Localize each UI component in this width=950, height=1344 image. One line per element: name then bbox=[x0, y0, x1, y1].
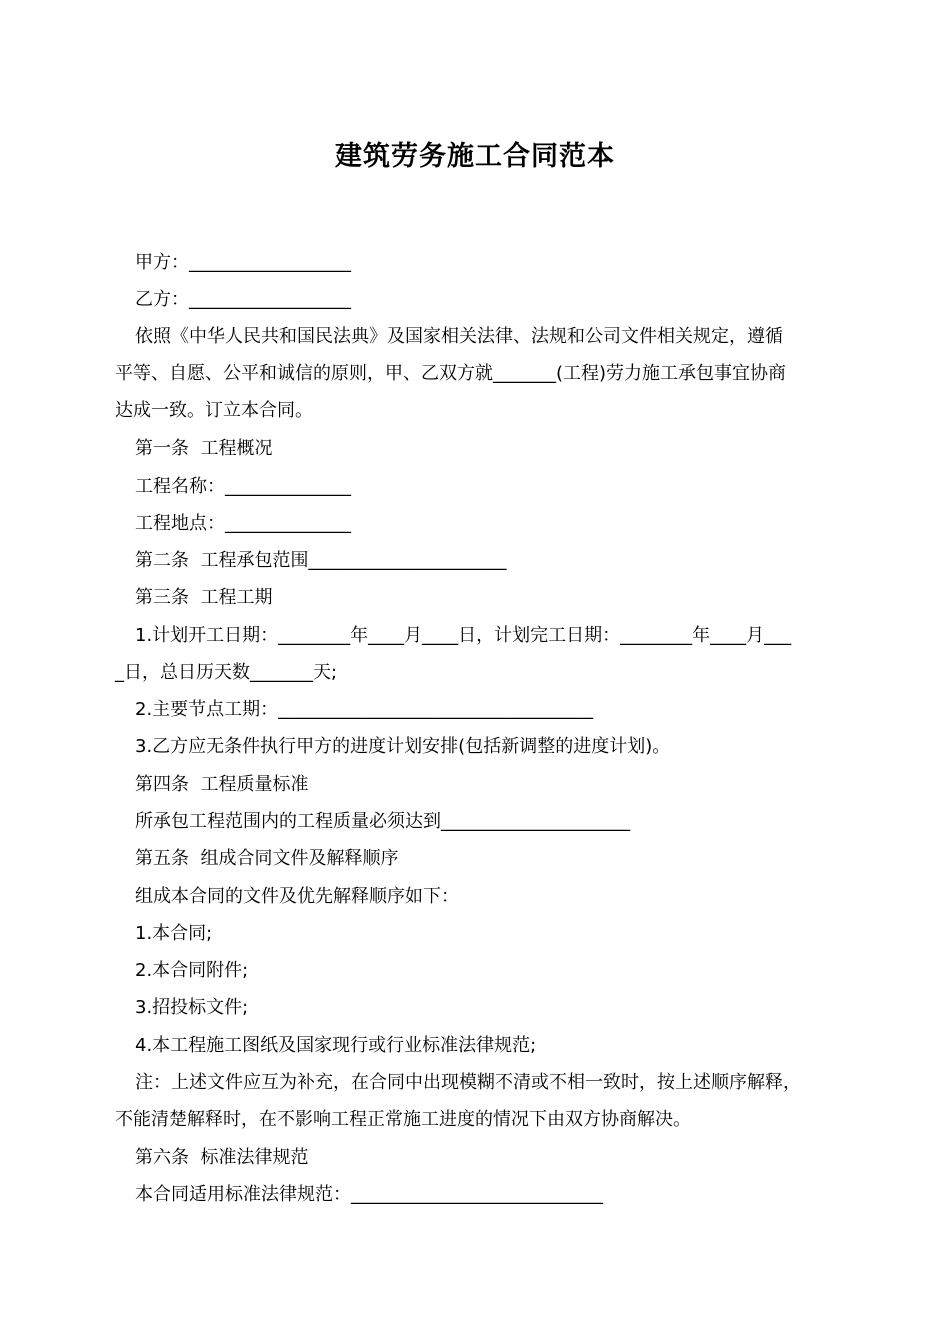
project-name-line: 工程名称：______________ bbox=[135, 476, 351, 497]
schedule-line-1: 1.计划开工日期：________年____月____日，计划完工日期：________年____月___ bbox=[135, 625, 792, 646]
article-4-heading: 第四条 工程质量标准 bbox=[135, 774, 309, 795]
article-5-heading: 第五条 组成合同文件及解释顺序 bbox=[135, 848, 399, 869]
article-6-heading: 第六条 标准法律规范 bbox=[135, 1147, 309, 1168]
document-item-1: 1.本合同; bbox=[135, 923, 213, 944]
article-2-heading: 第二条 工程承包范围______________________ bbox=[135, 550, 507, 571]
party-a-line: 甲方：__________________ bbox=[135, 252, 351, 273]
document-item-4: 4.本工程施工图纸及国家现行或行业标准法律规范; bbox=[135, 1035, 537, 1056]
documents-intro: 组成本合同的文件及优先解释顺序如下： bbox=[135, 886, 459, 907]
document-item-3: 3.招投标文件; bbox=[135, 997, 249, 1018]
schedule-line-1-cont: _日，总日历天数_______天; bbox=[115, 662, 338, 683]
project-location-line: 工程地点：______________ bbox=[135, 513, 351, 534]
preamble-line-2: 平等、自愿、公平和诚信的原则，甲、乙双方就_______(工程)劳力施工承包事宜协商 bbox=[115, 363, 787, 384]
party-b-line: 乙方：__________________ bbox=[135, 289, 351, 310]
quality-line: 所承包工程范围内的工程质量必须达到_____________________ bbox=[135, 811, 630, 832]
schedule-line-3: 3.乙方应无条件执行甲方的进度计划安排(包括新调整的进度计划)。 bbox=[135, 736, 671, 757]
preamble-line-1: 依照《中华人民共和国民法典》及国家相关法律、法规和公司文件相关规定，遵循 bbox=[135, 326, 783, 347]
article-3-heading: 第三条 工程工期 bbox=[135, 587, 273, 608]
standards-line: 本合同适用标准法律规范：____________________________ bbox=[135, 1184, 603, 1205]
note-line-2: 不能清楚解释时，在不影响工程正常施工进度的情况下由双方协商解决。 bbox=[115, 1109, 691, 1130]
article-1-heading: 第一条 工程概况 bbox=[135, 438, 273, 459]
schedule-line-2: 2.主要节点工期：___________________________________ bbox=[135, 699, 594, 720]
document-title: 建筑劳务施工合同范本 bbox=[335, 141, 615, 172]
preamble-line-3: 达成一致。订立本合同。 bbox=[115, 400, 313, 421]
note-line-1: 注：上述文件应互为补充，在合同中出现模糊不清或不相一致时，按上述顺序解释， bbox=[135, 1072, 801, 1093]
document-item-2: 2.本合同附件; bbox=[135, 960, 249, 981]
